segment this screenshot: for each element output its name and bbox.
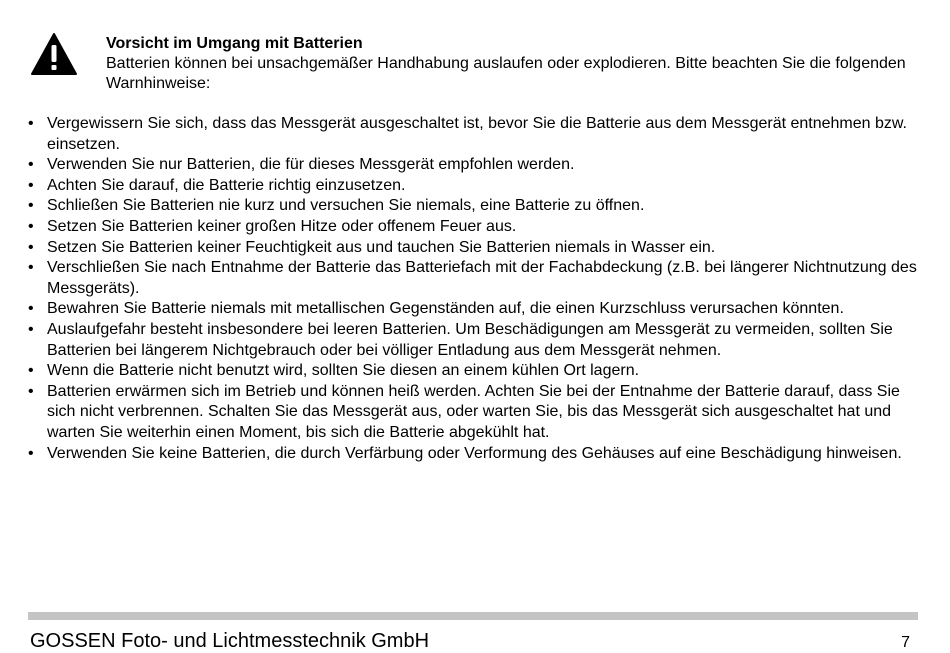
list-item: • Setzen Sie Batterien keiner großen Hitze oder offenem Feuer aus. xyxy=(28,217,918,238)
list-item: • Achten Sie darauf, die Batterie richtig einzusetzen. xyxy=(28,176,918,197)
warning-list xyxy=(28,114,918,464)
warning-header xyxy=(106,34,906,94)
page-number: 7 xyxy=(901,634,910,651)
footer-divider xyxy=(28,612,918,620)
list-item: • Verwenden Sie keine Batterien, die durch Verfärbung oder Verformung des Gehäuses auf eine Beschädigung hinweisen. xyxy=(28,444,918,465)
warning-title: Vorsicht im Umgang mit Batterien xyxy=(106,35,363,52)
list-item: • Verwenden Sie nur Batterien, die für dieses Messgerät empfohlen werden. xyxy=(28,155,918,176)
list-item: • Schließen Sie Batterien nie kurz und versuchen Sie niemals, eine Batterie zu öffnen. xyxy=(28,196,918,217)
list-item: • Batterien erwärmen sich im Betrieb und können heiß werden. Achten Sie bei der Entnahme der Batterie darauf, dass Sie sich nicht verbrennen. Schalten Sie das Messgerät aus, oder warten Sie, bis das Messgerät sich ausgeschaltet hat und warten Sie weiterhin einen Moment, bis sich die Batterie abgekühlt hat. xyxy=(28,382,918,444)
list-item: • Verschließen Sie nach Entnahme der Batterie das Batteriefach mit der Fachabdeckung (z.B. bei längerer Nichtnutzung des Messgeräts). xyxy=(28,258,918,299)
list-item: • Auslaufgefahr besteht insbesondere bei leeren Batterien. Um Beschädigungen am Messgerät zu vermeiden, sollten Sie Batterien bei längerem Nichtgebrauch oder bei völliger Entladung aus dem Messgerät nehmen. xyxy=(28,320,918,361)
list-item: • Vergewissern Sie sich, dass das Messgerät ausgeschaltet ist, bevor Sie die Batterie aus dem Messgerät entnehmen bzw. einsetzen. xyxy=(28,114,918,155)
warning-text: Batterien können bei unsachgemäßer Handhabung auslaufen oder explodieren. Bitte beachten Sie die folgenden Warnhinweise: xyxy=(106,55,906,92)
warning-triangle-icon xyxy=(30,32,78,76)
list-item: • Bewahren Sie Batterie niemals mit metallischen Gegenständen auf, die einen Kurzschluss verursachen könnten. xyxy=(28,299,918,320)
list-item: • Setzen Sie Batterien keiner Feuchtigkeit aus und tauchen Sie Batterien niemals in Wasser ein. xyxy=(28,238,918,259)
list-item: • Wenn die Batterie nicht benutzt wird, sollten Sie diesen an einem kühlen Ort lagern. xyxy=(28,361,918,382)
company-name: GOSSEN Foto- und Lichtmesstechnik GmbH xyxy=(30,630,430,652)
